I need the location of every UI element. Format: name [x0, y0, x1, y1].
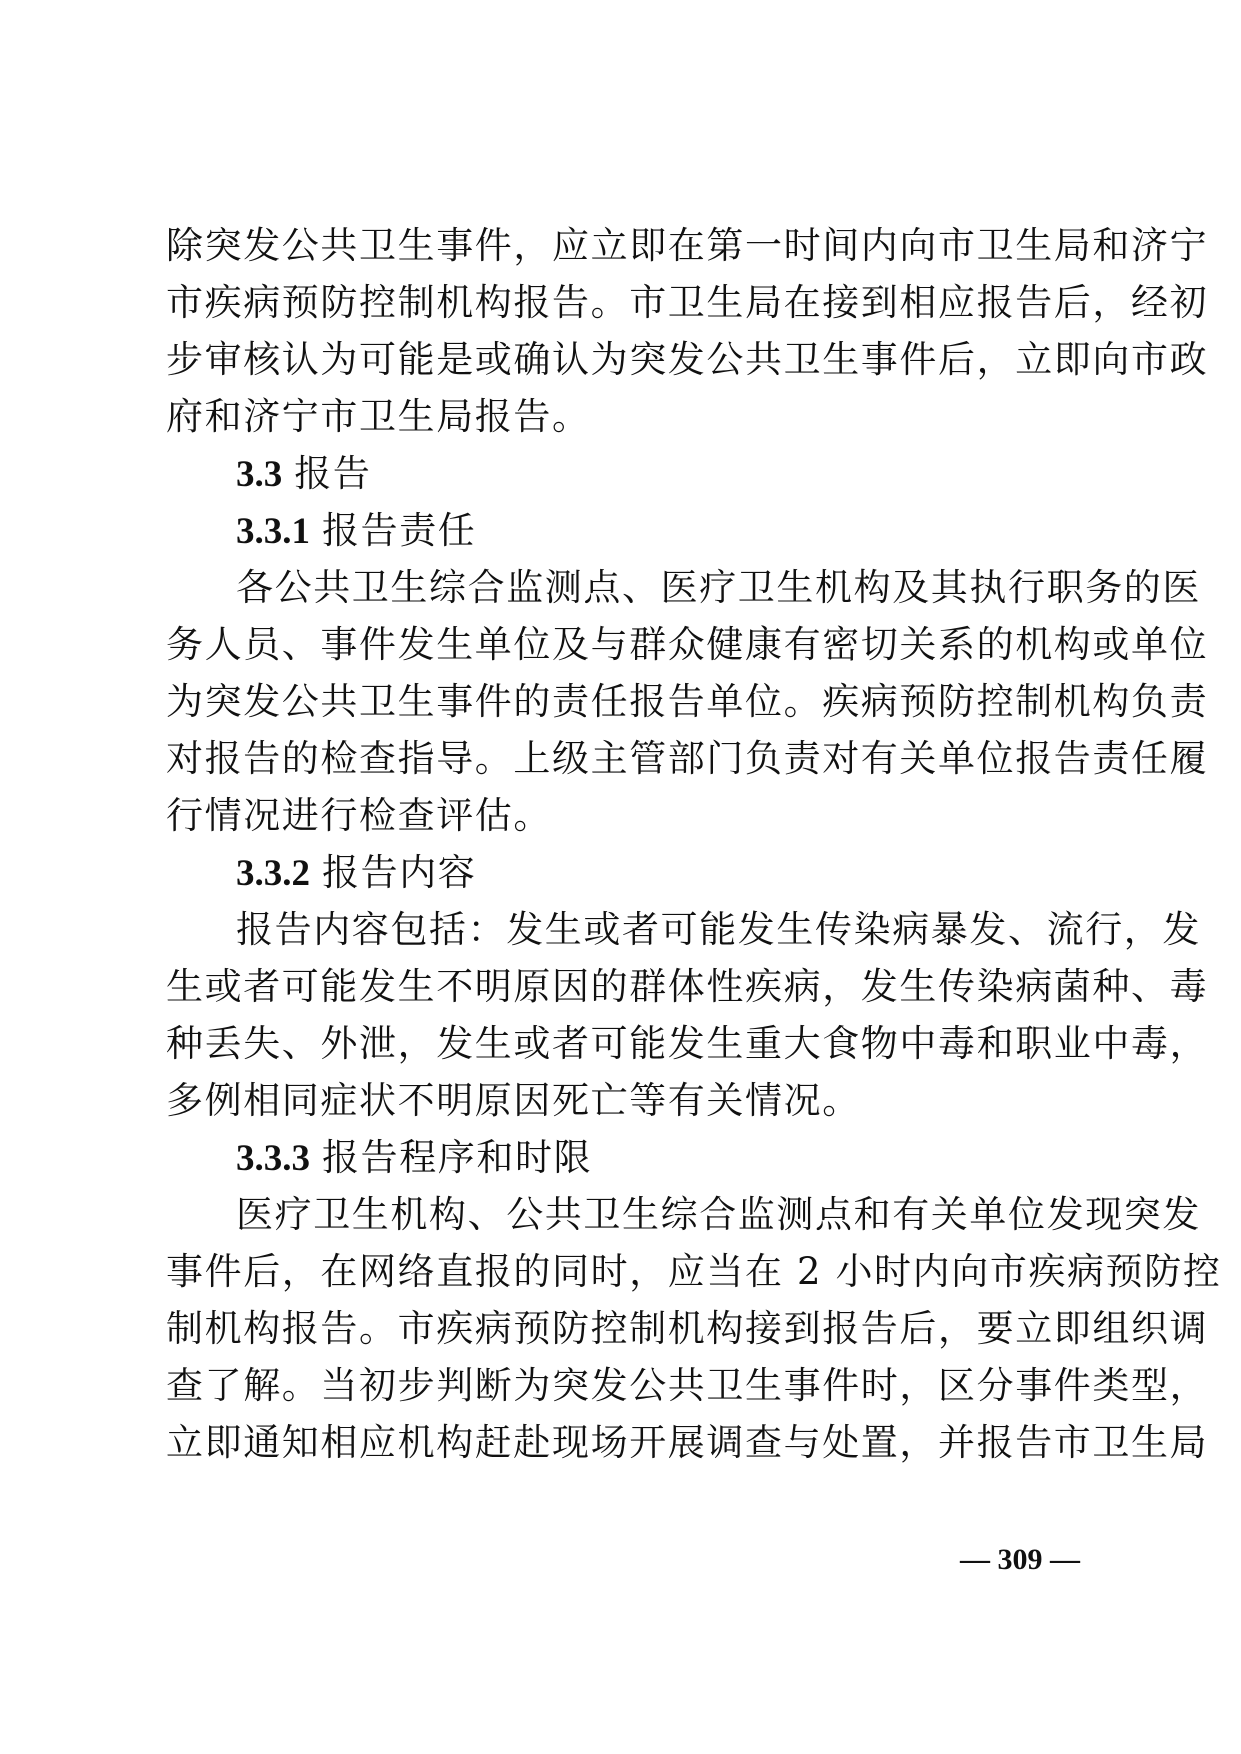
paragraph-line: 为突发公共卫生事件的责任报告单位。疾病预防控制机构负责	[166, 680, 1209, 723]
paragraph-line: 市疾病预防控制机构报告。市卫生局在接到相应报告后，经初	[166, 281, 1209, 324]
paragraph-line: 查了解。当初步判断为突发公共卫生事件时，区分事件类型，	[166, 1364, 1209, 1407]
paragraph-line: 种丢失、外泄，发生或者可能发生重大食物中毒和职业中毒，	[166, 1022, 1209, 1065]
section-heading-3-3-1	[236, 500, 1078, 562]
paragraph-line: 步审核认为可能是或确认为突发公共卫生事件后，立即向市政	[166, 338, 1209, 381]
paragraph-line: 事件后，在网络直报的同时，应当在 2 小时内向市疾病预防控	[166, 1250, 1222, 1293]
paragraph-line: 行情况进行检查评估。	[166, 794, 552, 837]
paragraph-line: 各公共卫生综合监测点、医疗卫生机构及其执行职务的医	[236, 566, 1201, 609]
paragraph-line: 府和济宁市卫生局报告。	[166, 395, 591, 438]
section-title: 报告责任	[322, 509, 477, 552]
section-title: 报告	[294, 452, 372, 495]
paragraph-line: 务人员、事件发生单位及与群众健康有密切关系的机构或单位	[166, 623, 1209, 666]
paragraph-line: 医疗卫生机构、公共卫生综合监测点和有关单位发现突发	[236, 1193, 1201, 1236]
paragraph-line: 除突发公共卫生事件，应立即在第一时间内向市卫生局和济宁	[166, 224, 1209, 267]
section-heading-3-3-3	[236, 1127, 1078, 1189]
section-number: 3.3	[236, 454, 283, 495]
paragraph-line: 制机构报告。市疾病预防控制机构接到报告后，要立即组织调	[166, 1307, 1209, 1350]
paragraph-line: 生或者可能发生不明原因的群体性疾病，发生传染病菌种、毒	[166, 965, 1209, 1008]
section-title: 报告内容	[322, 851, 477, 894]
section-number: 3.3.1	[236, 511, 310, 552]
section-number: 3.3.3	[236, 1138, 310, 1179]
paragraph-line: 报告内容包括：发生或者可能发生传染病暴发、流行，发	[236, 908, 1201, 951]
paragraph-line: 多例相同症状不明原因死亡等有关情况。	[166, 1079, 861, 1122]
paragraph-line: 对报告的检查指导。上级主管部门负责对有关单位报告责任履	[166, 737, 1209, 780]
page-number: — 309 —	[960, 1543, 1080, 1576]
paragraph-line: 立即通知相应机构赶赴现场开展调查与处置，并报告市卫生局	[166, 1421, 1209, 1464]
section-heading-3-3	[236, 443, 1078, 505]
section-title: 报告程序和时限	[322, 1136, 593, 1179]
section-number: 3.3.2	[236, 853, 310, 894]
section-heading-3-3-2	[236, 842, 1078, 904]
